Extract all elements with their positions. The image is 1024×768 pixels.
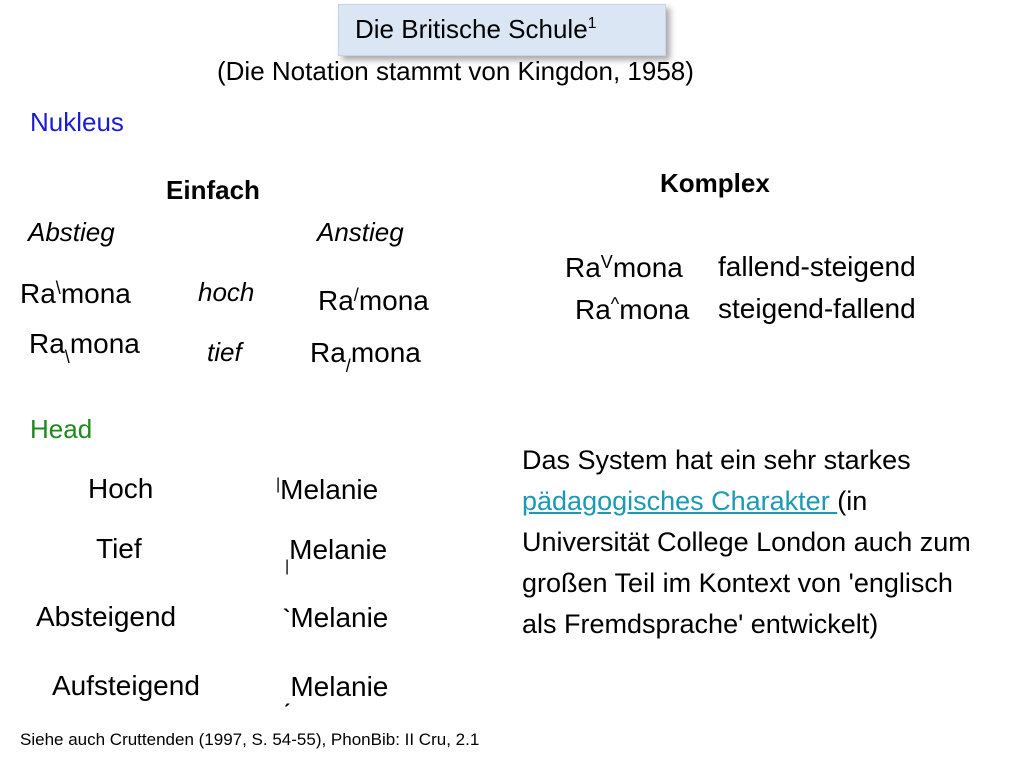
title-footnote-mark: 1: [587, 15, 597, 32]
head-example-aufsteigend: $_ˏ$Melanie: [283, 671, 389, 707]
title-main: Die Britische Schule: [355, 14, 588, 44]
example-rising-low: $Ra_/mona$: [310, 337, 421, 376]
head-label-hoch: Hoch: [88, 473, 154, 504]
rise-fall-mark: ^: [610, 294, 620, 314]
head-example-hoch: |Melanie: [276, 474, 379, 505]
fallend-steigend-label: fallend-steigend: [718, 251, 916, 282]
example-falling-rising: $Ra^Vmona$: [565, 252, 683, 283]
komplex-heading: Komplex: [660, 168, 770, 198]
low-head-mark: |: [285, 558, 290, 575]
steigend-fallend-label: steigend-fallend: [718, 293, 916, 324]
paragraph-text-start: Das System hat ein sehr starkes: [522, 445, 911, 475]
rise-low-mark: /: [345, 356, 351, 376]
abstieg-label: Abstieg: [28, 217, 115, 247]
title-box: [338, 4, 666, 56]
example-falling-low: $Ra_\backslash mona$: [29, 328, 140, 367]
example-falling-high: Ra\mona: [20, 278, 131, 309]
head-label-tief: Tief: [96, 533, 142, 564]
tief-label: tief: [207, 337, 242, 367]
falling-head-mark: `: [283, 605, 291, 630]
description-paragraph: [522, 440, 992, 645]
head-label-absteigend: Absteigend: [36, 601, 177, 632]
footer-reference: Siehe auch Cruttenden (1997, S. 54-55), PhonBib: II Cru, 2.1: [20, 730, 480, 749]
anstieg-label: Anstieg: [317, 217, 404, 247]
page-title: [355, 16, 597, 42]
fall-low-mark: \: [64, 347, 70, 367]
head-heading: Head: [30, 414, 93, 444]
paragraph-text-end: (in Universität College London auch zum großen Teil im Kontext von 'englisch als Fremdsprache' entwickelt): [522, 486, 971, 639]
einfach-heading: Einfach: [166, 175, 260, 205]
subtitle: (Die Notation stammt von Kingdon, 1958): [217, 56, 694, 86]
paedagogisch-link[interactable]: pädagogisches Charakter: [522, 486, 838, 516]
high-head-mark: |: [276, 476, 281, 493]
example-rising-falling: Ra^mona: [575, 294, 690, 325]
fall-high-mark: \: [55, 278, 61, 298]
fall-rise-mark: V: [600, 252, 613, 272]
head-example-tief: $_|$Melanie: [285, 534, 388, 575]
rise-high-mark: /: [353, 285, 359, 305]
example-rising-high: Ra/mona: [318, 285, 429, 316]
head-example-absteigend: `Melanie: [283, 602, 389, 633]
nukleus-heading: Nukleus: [30, 107, 124, 137]
hoch-label: hoch: [198, 277, 255, 307]
head-label-aufsteigend: Aufsteigend: [52, 670, 200, 701]
rising-head-mark: ˏ: [283, 682, 291, 707]
